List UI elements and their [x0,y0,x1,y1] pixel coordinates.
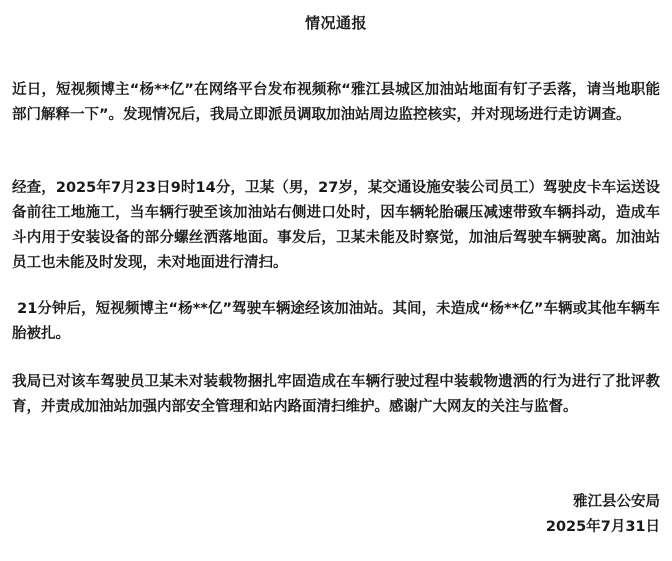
paragraph-investigation: 经查，2025年7月23日9时14分，卫某（男，27岁，某交通设施安装公司员工）驾驶皮卡车运送设备前往工地施工，当车辆行驶至该加油站右侧进口处时，因车辆轮胎碾压减速带致车辆抖动，造成车斗内用于安装设备的部分螺丝洒落地面。事发后，卫某未能及时察觉，加油后驾驶车辆驶离。加油站员工也未能及时发现，未对地面进行清扫。 [12,180,660,271]
paragraph-conclusion: 我局已对该车驾驶员卫某未对装载物捆扎牢固造成在车辆行驶过程中装载物遗洒的行为进行了批评教育，并责成加油站加强内部安全管理和站内路面清扫维护。感谢广大网友的关注与监督。 [12,374,660,415]
paragraph-followup: 21分钟后，短视频博主“杨**亿”驾驶车辆途经该加油站。其间，未造成“杨**亿”车辆或其他车辆车胎被扎。 [12,301,660,342]
document-title: 情况通报 [304,14,367,32]
signature-date: 2025年7月31日 [545,519,660,535]
signature-organization: 雅江县公安局 [573,494,660,510]
paragraph-intro: 近日，短视频博主“杨**亿”在网络平台发布视频称“雅江县城区加油站地面有钉子丢落，请当地职能部门解释一下”。发现情况后，我局立即派员调取加油站周边监控核实，并对现场进行走访调查。 [12,82,660,123]
